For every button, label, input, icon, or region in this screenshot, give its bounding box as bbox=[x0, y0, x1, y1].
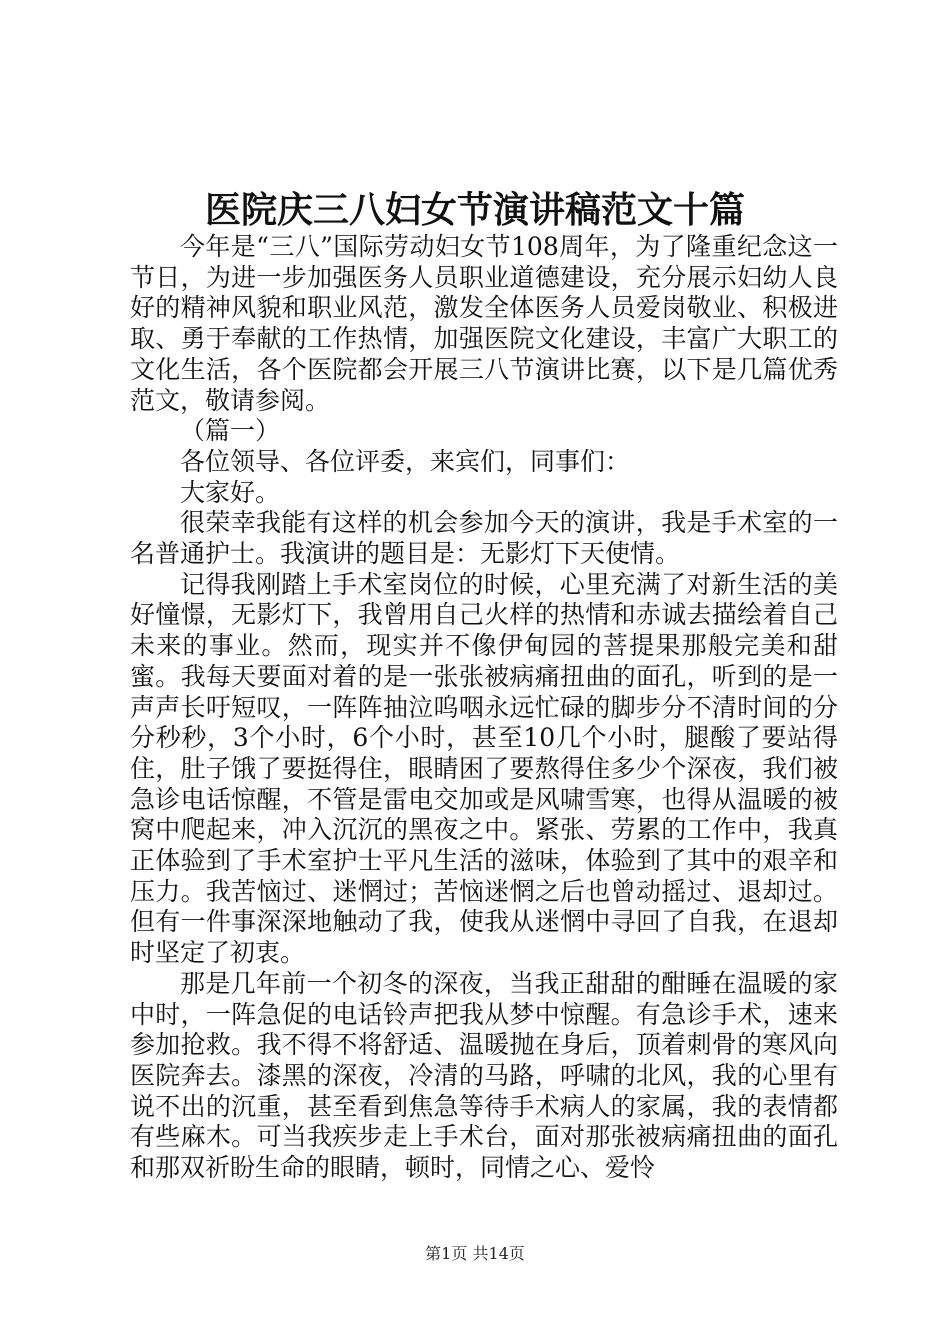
page-number-footer: 第1页 共14页 bbox=[425, 1244, 525, 1263]
body-paragraph: 很荣幸我能有这样的机会参加今天的演讲，我是手术室的一名普通护士。我演讲的题目是：无影灯下天使情。 bbox=[130, 508, 838, 569]
body-paragraph: 那是几年前一个初冬的深夜，当我正甜甜的酣睡在温暖的家中时，一阵急促的电话铃声把我从梦中惊醒。有急诊手术，速来参加抢救。我不得不将舒适、温暖抛在身后，顶着刺骨的寒风向医院奔去。漆黑的深夜，冷清的马路，呼啸的北风，我的心里有说不出的沉重，甚至看到焦急等待手术病人的家属，我的表情都有些麻木。可当我疾步走上手术台，面对那张被病痛扭曲的面孔和那双祈盼生命的眼睛，顿时，同情之心、爱怜 bbox=[130, 968, 838, 1183]
document-title: 医院庆三八妇女节演讲稿范文十篇 bbox=[204, 189, 745, 231]
document-body bbox=[130, 232, 838, 1184]
salutation-paragraph: 各位领导、各位评委，来宾们，同事们： bbox=[180, 446, 631, 476]
intro-paragraph: 今年是“三八”国际劳动妇女节108周年，为了隆重纪念这一节日，为进一步加强医务人员职业道德建设，充分展示妇幼人良好的精神风貌和职业风范，激发全体医务人员爱岗敬业、积极进取、勇于奉献的工作热情，加强医院文化建设，丰富广大职工的文化生活，各个医院都会开展三八节演讲比赛，以下是几篇优秀范文，敬请参阅。 bbox=[130, 232, 838, 415]
greeting-paragraph: 大家好。 bbox=[180, 477, 281, 507]
body-paragraph: 记得我刚踏上手术室岗位的时候，心里充满了对新生活的美好憧憬，无影灯下，我曾用自己火样的热情和赤诚去描绘着自己未来的事业。然而，现实并不像伊甸园的菩提果那般完美和甜蜜。我每天要面对着的是一张张被病痛扭曲的面孔，听到的是一声声长吁短叹，一阵阵抽泣呜咽永远忙碌的脚步分不清时间的分分秒秒，3个小时，6个小时，甚至10几个小时，腿酸了要站得住，肚子饿了要挺得住，眼睛困了要熬得住多少个深夜，我们被急诊电话惊醒，不管是雷电交加或是风啸雪寒，也得从温暖的被窝中爬起来，冲入沉沉的黑夜之中。紧张、劳累的工作中，我真正体验到了手术室护士平凡生活的滋味，体验到了其中的艰辛和压力。我苦恼过、迷惘过；苦恼迷惘之后也曾动摇过、退却过。但有一件事深深地触动了我，使我从迷惘中寻回了自我，在退却时坚定了初衷。 bbox=[130, 569, 838, 968]
section-heading: （篇一） bbox=[180, 416, 281, 446]
